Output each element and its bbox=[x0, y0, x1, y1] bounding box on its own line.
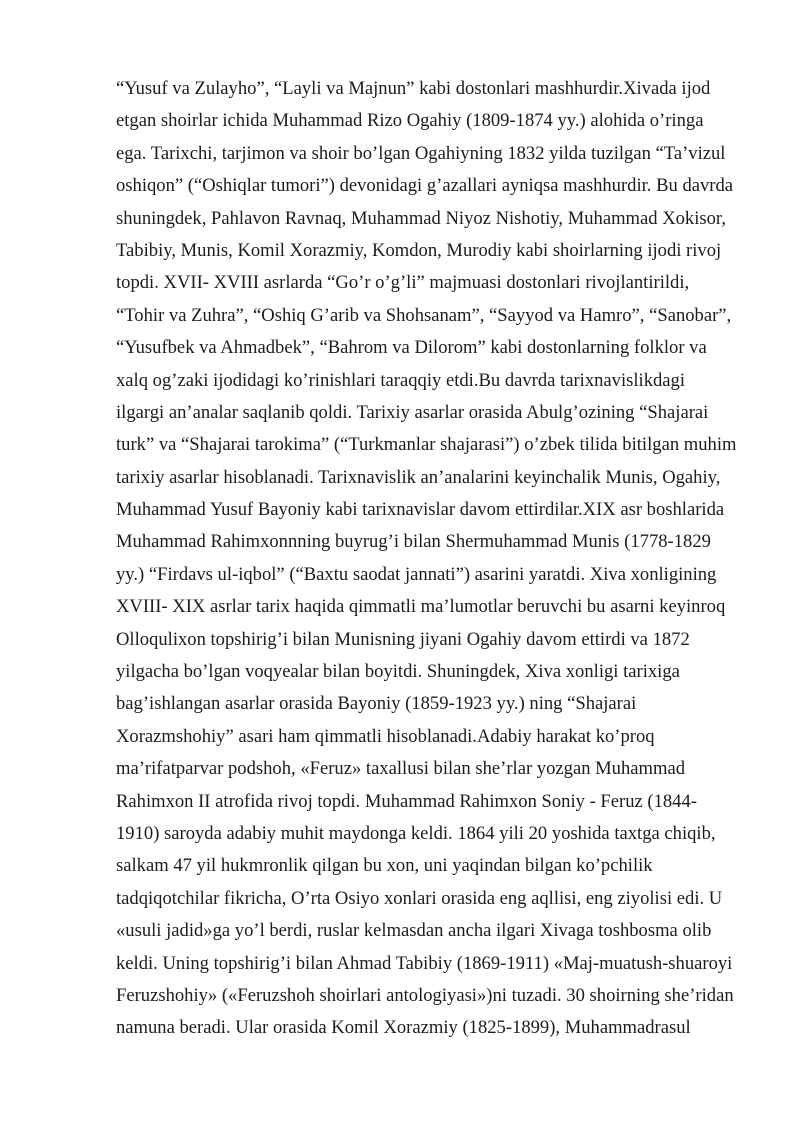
text-line: salkam 47 yil hukmronlik qilgan bu xon, uni yaqindan bilgan ko’pchilik bbox=[116, 855, 653, 877]
text-line: shuningdek, Pahlavon Ravnaq, Muhammad Niyoz Nishotiy, Muhammad Xokisor, bbox=[116, 207, 727, 229]
text-line: Feruzshohiy» («Feruzshoh shoirlari antologiyasi»)ni tuzadi. 30 shoirning she’ridan bbox=[116, 984, 734, 1006]
text-line: Olloqulixon topshirig’i bilan Munisning jiyani Ogahiy davom ettirdi va 1872 bbox=[116, 628, 690, 650]
text-line: ega. Tarixchi, tarjimon va shoir bo’lgan Ogahiyning 1832 yilda tuzilgan “Ta’vizul bbox=[116, 142, 726, 164]
text-line: Muhammad Rahimxonnning buyrug’i bilan Shermuhammad Munis (1778-1829 bbox=[116, 531, 711, 553]
text-line: “Tohir va Zuhra”, “Oshiq G’arib va Shohsanam”, “Sayyod va Hamro”, “Sanobar”, bbox=[116, 304, 732, 326]
text-line: oshiqon” (“Oshiqlar tumori”) devonidagi g’azallari ayniqsa mashhurdir. Bu davrda bbox=[116, 175, 734, 197]
text-line: “Yusuf va Zulayho”, “Layli va Majnun” kabi dostonlari mashhurdir.Xivada ijod bbox=[116, 78, 711, 99]
text-line: xalq og’zaki ijodidagi ko’rinishlari taraqqiy etdi.Bu davrda tarixnavislikdagi bbox=[116, 369, 686, 391]
text-line: “Yusufbek va Ahmadbek”, “Bahrom va Dilorom” kabi dostonlarning folklor va bbox=[116, 337, 707, 359]
text-line: Tabibiy, Munis, Komil Xorazmiy, Komdon, Murodiy kabi shoirlarning ijodi rivoj bbox=[116, 239, 722, 261]
text-line: namuna beradi. Ular orasida Komil Xorazmiy (1825-1899), Muhammadrasul bbox=[116, 1017, 691, 1039]
text-line: «usuli jadid»ga yo’l berdi, ruslar kelmasdan ancha ilgari Xivaga toshbosma olib bbox=[116, 920, 712, 942]
text-line: ma’rifatparvar podshoh, «Feruz» taxallusi bilan she’rlar yozgan Muhammad bbox=[116, 758, 685, 780]
text-line: etgan shoirlar ichida Muhammad Rizo Ogahiy (1809-1874 yy.) alohida o’ringa bbox=[116, 110, 704, 132]
text-line: XVIII- XIX asrlar tarix haqida qimmatli ma’lumotlar beruvchi bu asarni keyinroq bbox=[116, 596, 726, 618]
text-line: tadqiqotchilar fikricha, O’rta Osiyo xonlari orasida eng aqllisi, eng ziyolisi edi. U bbox=[116, 887, 723, 909]
document-body bbox=[116, 73, 748, 1045]
text-line: bag’ishlangan asarlar orasida Bayoniy (1859-1923 yy.) ning “Shajarai bbox=[116, 693, 637, 715]
text-line: ilgargi an’analar saqlanib qoldi. Tarixiy asarlar orasida Abulg’ozining “Shajarai bbox=[116, 401, 709, 423]
text-line: yilgacha bo’lgan voqyealar bilan boyitdi. Shuningdek, Xiva xonligi tarixiga bbox=[116, 661, 680, 683]
text-line: topdi. XVII- XVIII asrlarda “Go’r o’g’li” majmuasi dostonlari rivojlantirildi, bbox=[116, 272, 690, 294]
text-line: tarixiy asarlar hisoblanadi. Tarixnavislik an’analarini keyinchalik Munis, Ogahiy, bbox=[116, 466, 721, 488]
text-line: turk” va “Shajarai tarokima” (“Turkmanlar shajarasi”) o’zbek tilida bitilgan muhim bbox=[116, 434, 737, 456]
text-line: Muhammad Yusuf Bayoniy kabi tarixnavislar davom ettirdilar.XIX asr boshlarida bbox=[116, 499, 725, 521]
text-line: Rahimxon II atrofida rivoj topdi. Muhammad Rahimxon Soniy - Feruz (1844- bbox=[116, 790, 697, 812]
text-line: Xorazmshohiy” asari ham qimmatli hisoblanadi.Adabiy harakat ko’proq bbox=[116, 725, 655, 747]
text-line: yy.) “Firdavs ul-iqbol” (“Baxtu saodat jannati”) asarini yaratdi. Xiva xonligining bbox=[116, 563, 717, 585]
text-line: keldi. Uning topshirig’i bilan Ahmad Tabibiy (1869-1911) «Maj-muatush-shuaroyi bbox=[116, 952, 733, 974]
text-line: 1910) saroyda adabiy muhit maydonga keldi. 1864 yili 20 yoshida taxtga chiqib, bbox=[116, 822, 716, 844]
